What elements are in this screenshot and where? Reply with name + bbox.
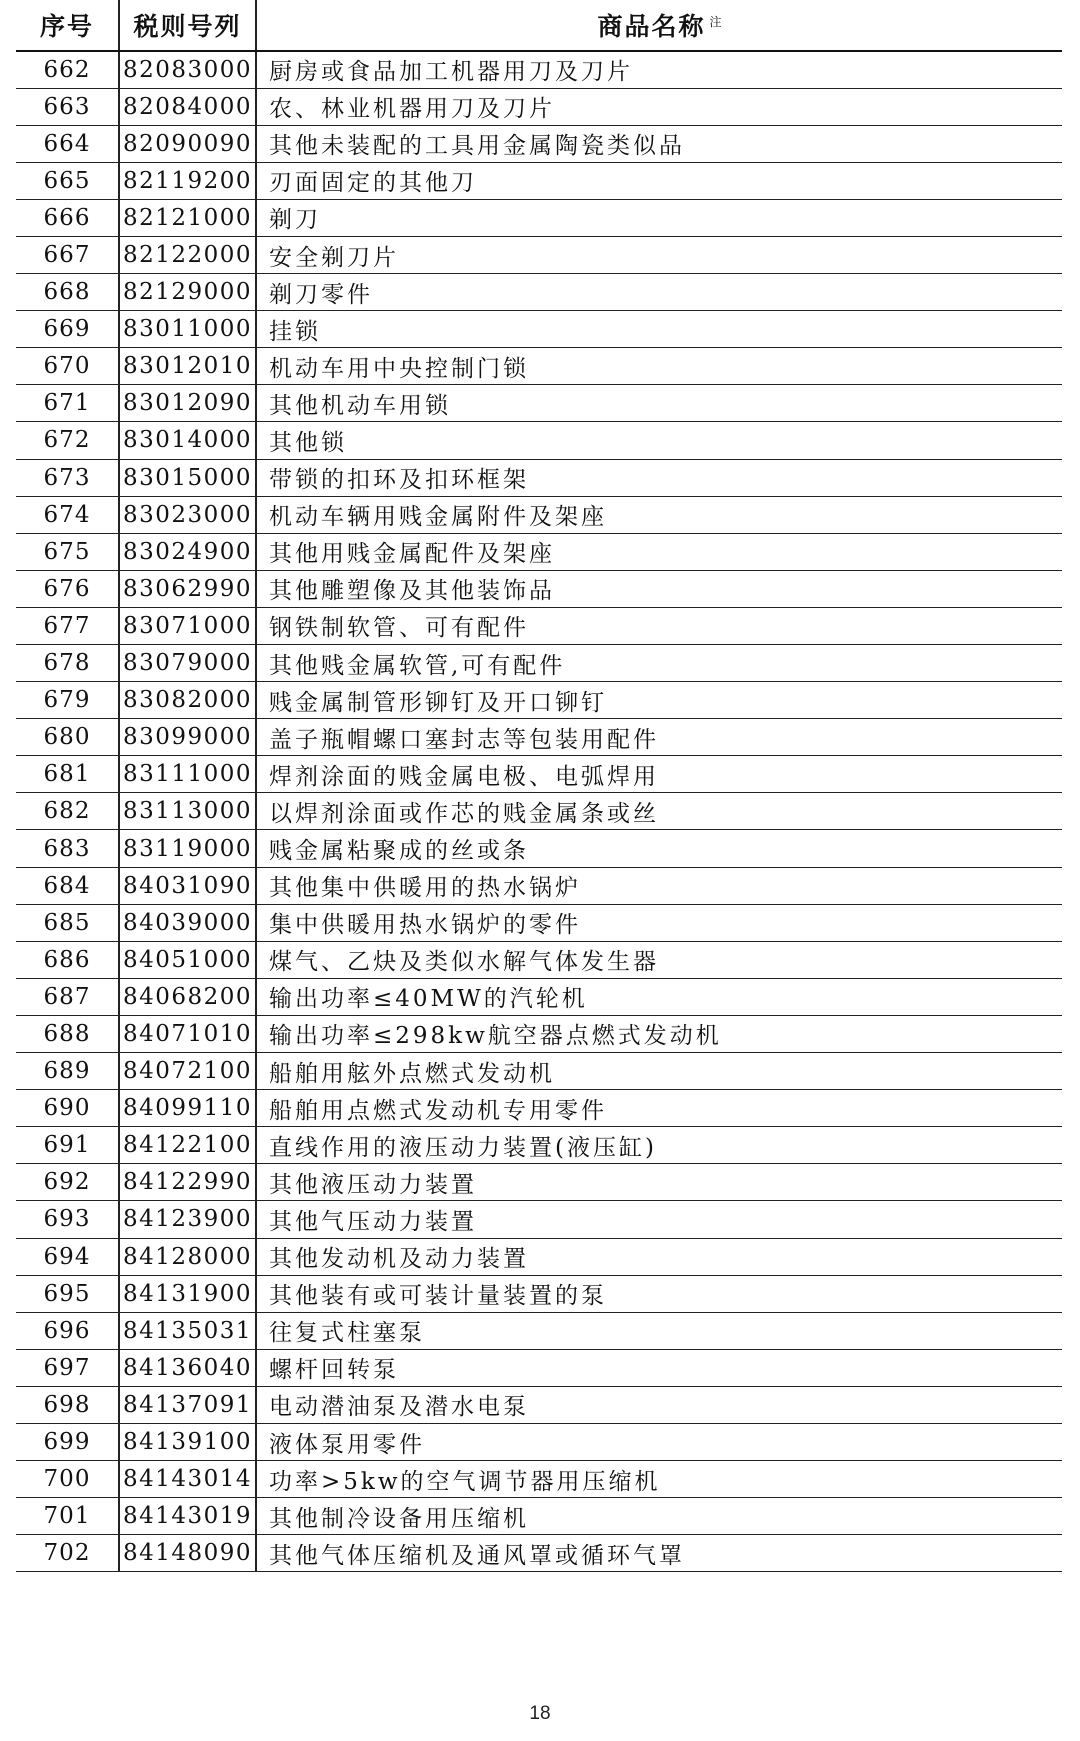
row-index: 676 xyxy=(16,570,119,607)
row-tariff-code: 83071000 xyxy=(119,607,256,644)
table-row xyxy=(16,1127,1062,1164)
row-product-name: 刃面固定的其他刀 xyxy=(256,162,1062,199)
tariff-table xyxy=(16,0,1062,1572)
header-product-name xyxy=(256,0,1062,51)
header-note-mark: 注 xyxy=(709,14,722,29)
table-row xyxy=(16,1498,1062,1535)
row-tariff-code: 83015000 xyxy=(119,459,256,496)
row-product-name: 焊剂涂面的贱金属电极、电弧焊用 xyxy=(256,756,1062,793)
row-product-name: 带锁的扣环及扣环框架 xyxy=(256,459,1062,496)
row-product-name: 其他机动车用锁 xyxy=(256,385,1062,422)
row-index: 686 xyxy=(16,941,119,978)
row-tariff-code: 82090090 xyxy=(119,125,256,162)
table-row xyxy=(16,830,1062,867)
row-product-name: 其他气压动力装置 xyxy=(256,1201,1062,1238)
row-index: 673 xyxy=(16,459,119,496)
row-product-name: 输出功率≤298kw航空器点燃式发动机 xyxy=(256,1015,1062,1052)
row-product-name: 钢铁制软管、可有配件 xyxy=(256,607,1062,644)
row-product-name: 其他制冷设备用压缩机 xyxy=(256,1498,1062,1535)
table-row xyxy=(16,978,1062,1015)
table-row xyxy=(16,1090,1062,1127)
row-index: 665 xyxy=(16,162,119,199)
row-product-name: 煤气、乙炔及类似水解气体发生器 xyxy=(256,941,1062,978)
row-product-name: 贱金属制管形铆钉及开口铆钉 xyxy=(256,682,1062,719)
table-row xyxy=(16,756,1062,793)
table-row xyxy=(16,1053,1062,1090)
table-row xyxy=(16,1275,1062,1312)
row-product-name: 其他气体压缩机及通风罩或循环气罩 xyxy=(256,1535,1062,1572)
row-index: 670 xyxy=(16,348,119,385)
row-product-name: 农、林业机器用刀及刀片 xyxy=(256,88,1062,125)
row-index: 698 xyxy=(16,1386,119,1423)
table-row xyxy=(16,570,1062,607)
row-tariff-code: 84143014 xyxy=(119,1461,256,1498)
row-product-name: 安全剃刀片 xyxy=(256,236,1062,273)
table-row xyxy=(16,1423,1062,1460)
table-row xyxy=(16,88,1062,125)
row-index: 667 xyxy=(16,236,119,273)
row-tariff-code: 84137091 xyxy=(119,1386,256,1423)
row-product-name: 直线作用的液压动力装置(液压缸) xyxy=(256,1127,1062,1164)
table-row xyxy=(16,162,1062,199)
row-tariff-code: 82083000 xyxy=(119,51,256,88)
row-product-name: 船舶用点燃式发动机专用零件 xyxy=(256,1090,1062,1127)
table-row xyxy=(16,459,1062,496)
page-number: 18 xyxy=(529,1703,551,1724)
row-tariff-code: 83012090 xyxy=(119,385,256,422)
row-index: 669 xyxy=(16,311,119,348)
table-row xyxy=(16,867,1062,904)
row-tariff-code: 82122000 xyxy=(119,236,256,273)
row-tariff-code: 84143019 xyxy=(119,1498,256,1535)
row-tariff-code: 83023000 xyxy=(119,496,256,533)
row-index: 690 xyxy=(16,1090,119,1127)
table-header-row xyxy=(16,0,1062,51)
row-product-name: 机动车用中央控制门锁 xyxy=(256,348,1062,385)
tariff-table-container xyxy=(16,0,1062,1572)
row-product-name: 挂锁 xyxy=(256,311,1062,348)
row-index: 696 xyxy=(16,1312,119,1349)
row-index: 678 xyxy=(16,645,119,682)
row-index: 695 xyxy=(16,1275,119,1312)
row-tariff-code: 84135031 xyxy=(119,1312,256,1349)
row-index: 662 xyxy=(16,51,119,88)
row-product-name: 其他未装配的工具用金属陶瓷类似品 xyxy=(256,125,1062,162)
row-tariff-code: 84068200 xyxy=(119,978,256,1015)
table-row xyxy=(16,125,1062,162)
row-index: 680 xyxy=(16,719,119,756)
row-index: 693 xyxy=(16,1201,119,1238)
table-body xyxy=(16,51,1062,1572)
row-product-name: 螺杆回转泵 xyxy=(256,1349,1062,1386)
row-index: 664 xyxy=(16,125,119,162)
row-index: 681 xyxy=(16,756,119,793)
table-row xyxy=(16,236,1062,273)
table-row xyxy=(16,1164,1062,1201)
table-row xyxy=(16,941,1062,978)
row-product-name: 其他发动机及动力装置 xyxy=(256,1238,1062,1275)
table-row xyxy=(16,1386,1062,1423)
table-row xyxy=(16,422,1062,459)
row-index: 679 xyxy=(16,682,119,719)
row-index: 699 xyxy=(16,1423,119,1460)
table-row xyxy=(16,385,1062,422)
table-row xyxy=(16,904,1062,941)
row-product-name: 集中供暖用热水锅炉的零件 xyxy=(256,904,1062,941)
row-tariff-code: 83012010 xyxy=(119,348,256,385)
row-index: 672 xyxy=(16,422,119,459)
row-tariff-code: 84071010 xyxy=(119,1015,256,1052)
row-tariff-code: 84051000 xyxy=(119,941,256,978)
row-product-name: 其他雕塑像及其他装饰品 xyxy=(256,570,1062,607)
row-product-name: 其他贱金属软管,可有配件 xyxy=(256,645,1062,682)
row-index: 674 xyxy=(16,496,119,533)
row-product-name: 其他集中供暖用的热水锅炉 xyxy=(256,867,1062,904)
row-index: 685 xyxy=(16,904,119,941)
row-tariff-code: 84139100 xyxy=(119,1423,256,1460)
row-index: 688 xyxy=(16,1015,119,1052)
row-product-name: 贱金属粘聚成的丝或条 xyxy=(256,830,1062,867)
row-tariff-code: 84072100 xyxy=(119,1053,256,1090)
table-row xyxy=(16,1201,1062,1238)
row-product-name: 功率>5kw的空气调节器用压缩机 xyxy=(256,1461,1062,1498)
row-product-name: 电动潜油泵及潜水电泵 xyxy=(256,1386,1062,1423)
row-tariff-code: 83024900 xyxy=(119,533,256,570)
table-row xyxy=(16,719,1062,756)
row-index: 689 xyxy=(16,1053,119,1090)
table-row xyxy=(16,496,1062,533)
table-row xyxy=(16,1015,1062,1052)
row-index: 692 xyxy=(16,1164,119,1201)
table-row xyxy=(16,274,1062,311)
row-product-name: 往复式柱塞泵 xyxy=(256,1312,1062,1349)
row-product-name: 液体泵用零件 xyxy=(256,1423,1062,1460)
row-product-name: 其他装有或可装计量装置的泵 xyxy=(256,1275,1062,1312)
table-row xyxy=(16,1535,1062,1572)
row-tariff-code: 84122990 xyxy=(119,1164,256,1201)
row-index: 677 xyxy=(16,607,119,644)
row-tariff-code: 82119200 xyxy=(119,162,256,199)
row-index: 663 xyxy=(16,88,119,125)
row-index: 694 xyxy=(16,1238,119,1275)
table-row xyxy=(16,533,1062,570)
row-product-name: 以焊剂涂面或作芯的贱金属条或丝 xyxy=(256,793,1062,830)
row-tariff-code: 82121000 xyxy=(119,199,256,236)
table-row xyxy=(16,348,1062,385)
row-index: 675 xyxy=(16,533,119,570)
row-index: 701 xyxy=(16,1498,119,1535)
table-row xyxy=(16,1312,1062,1349)
row-product-name: 其他用贱金属配件及架座 xyxy=(256,533,1062,570)
table-row xyxy=(16,1461,1062,1498)
table-row xyxy=(16,311,1062,348)
row-tariff-code: 84039000 xyxy=(119,904,256,941)
row-tariff-code: 83082000 xyxy=(119,682,256,719)
table-row xyxy=(16,645,1062,682)
row-index: 666 xyxy=(16,199,119,236)
row-index: 683 xyxy=(16,830,119,867)
table-row xyxy=(16,682,1062,719)
table-row xyxy=(16,607,1062,644)
table-row xyxy=(16,1349,1062,1386)
row-product-name: 其他液压动力装置 xyxy=(256,1164,1062,1201)
row-product-name: 盖子瓶帽螺口塞封志等包装用配件 xyxy=(256,719,1062,756)
row-tariff-code: 82129000 xyxy=(119,274,256,311)
row-tariff-code: 84122100 xyxy=(119,1127,256,1164)
row-index: 691 xyxy=(16,1127,119,1164)
row-product-name: 船舶用舷外点燃式发动机 xyxy=(256,1053,1062,1090)
table-row xyxy=(16,1238,1062,1275)
row-tariff-code: 84136040 xyxy=(119,1349,256,1386)
row-index: 697 xyxy=(16,1349,119,1386)
row-index: 702 xyxy=(16,1535,119,1572)
row-product-name: 机动车辆用贱金属附件及架座 xyxy=(256,496,1062,533)
row-tariff-code: 84131900 xyxy=(119,1275,256,1312)
row-index: 700 xyxy=(16,1461,119,1498)
row-tariff-code: 84031090 xyxy=(119,867,256,904)
row-tariff-code: 84128000 xyxy=(119,1238,256,1275)
header-index: 序号 xyxy=(16,0,119,51)
row-product-name: 剃刀 xyxy=(256,199,1062,236)
row-tariff-code: 83119000 xyxy=(119,830,256,867)
table-row xyxy=(16,51,1062,88)
row-tariff-code: 83099000 xyxy=(119,719,256,756)
header-tariff-code: 税则号列 xyxy=(119,0,256,51)
row-tariff-code: 83113000 xyxy=(119,793,256,830)
row-tariff-code: 83079000 xyxy=(119,645,256,682)
row-index: 684 xyxy=(16,867,119,904)
row-product-name: 厨房或食品加工机器用刀及刀片 xyxy=(256,51,1062,88)
row-tariff-code: 82084000 xyxy=(119,88,256,125)
row-tariff-code: 83014000 xyxy=(119,422,256,459)
row-product-name: 其他锁 xyxy=(256,422,1062,459)
row-product-name: 输出功率≤40MW的汽轮机 xyxy=(256,978,1062,1015)
row-tariff-code: 84148090 xyxy=(119,1535,256,1572)
row-tariff-code: 83111000 xyxy=(119,756,256,793)
table-row xyxy=(16,793,1062,830)
header-product-name-label: 商品名称 xyxy=(597,12,706,41)
row-tariff-code: 83011000 xyxy=(119,311,256,348)
row-index: 682 xyxy=(16,793,119,830)
row-index: 668 xyxy=(16,274,119,311)
row-tariff-code: 84123900 xyxy=(119,1201,256,1238)
row-tariff-code: 84099110 xyxy=(119,1090,256,1127)
row-product-name: 剃刀零件 xyxy=(256,274,1062,311)
row-index: 687 xyxy=(16,978,119,1015)
row-index: 671 xyxy=(16,385,119,422)
row-tariff-code: 83062990 xyxy=(119,570,256,607)
table-row xyxy=(16,199,1062,236)
